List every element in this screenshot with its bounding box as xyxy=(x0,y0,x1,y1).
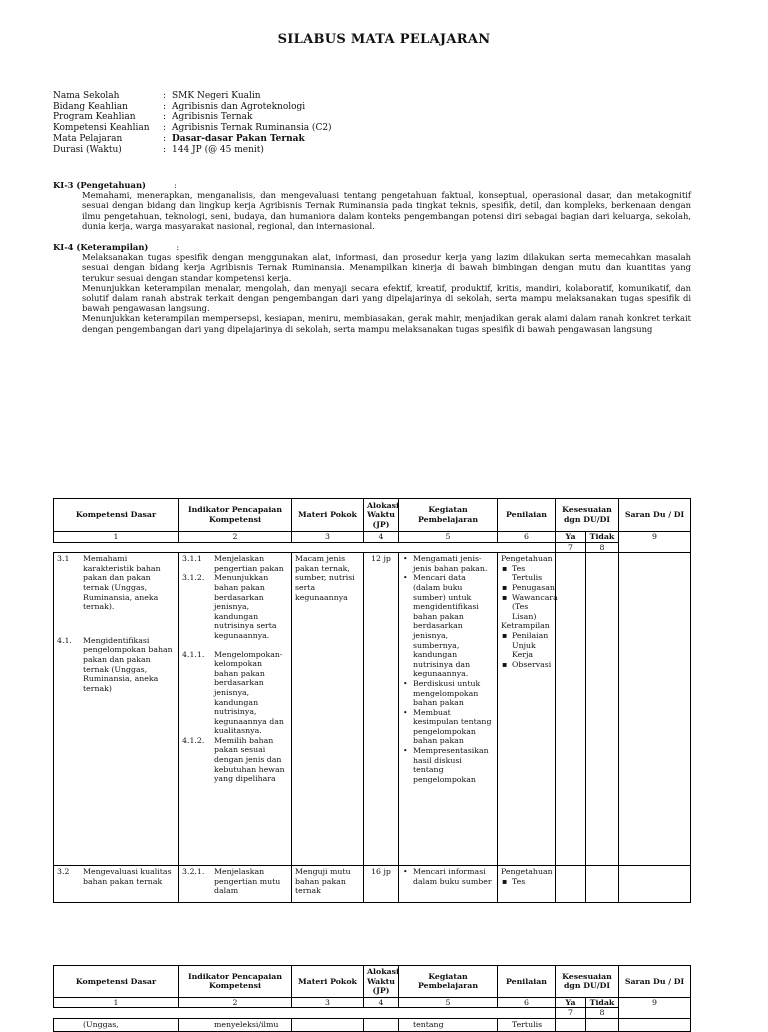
subheader-ya: Ya xyxy=(556,532,586,543)
col-number: 9 xyxy=(619,997,691,1018)
info-value: Agribisnis dan Agroteknologi xyxy=(172,101,306,112)
penilaian-item: ▪ Penilaian Unjuk Kerja xyxy=(501,631,552,660)
penilaian-label: Pengetahuan xyxy=(501,554,553,564)
header-penilaian: Penilaian xyxy=(498,966,556,998)
kd-text: Mengidentifikasi pengelompokan bahan pakan dan pakan ternak (Unggas, Ruminansia, aneka ternak) xyxy=(83,635,173,693)
kegiatan-item: • Membuat kesimpulan tentang pengelompokan bahan pakan xyxy=(402,708,494,746)
info-label: Durasi (Waktu) xyxy=(53,144,122,155)
info-colon: : xyxy=(163,101,167,112)
ind-cell xyxy=(179,1018,292,1031)
kd-number: 3.1 xyxy=(57,554,70,564)
col-number: 8 xyxy=(586,1008,619,1019)
ind-cell xyxy=(179,866,292,903)
col-number: 4 xyxy=(364,997,399,1008)
header-indikator: Indikator Pencapaian Kompetensi xyxy=(179,966,292,998)
info-row xyxy=(53,123,332,134)
kegiatan-item: • Mengamati jenis-jenis bahan pakan. xyxy=(402,554,494,573)
syllabus-table-continued xyxy=(53,965,691,1032)
document-title: SILABUS MATA PELAJARAN xyxy=(277,32,491,47)
info-value: Agribisnis Ternak Ruminansia (C2) xyxy=(172,123,332,134)
ki4-paragraph: Melaksanakan tugas spesifik dengan menggunakan alat, informasi, dan prosedur kerja yang lazim dilakukan serta memecahkan masalah sesuai dengan bidang kerja Agribisnis Ternak Ruminansia. Menampilkan kinerja di bawah bimbingan dengan mutu dan kuantitas yang terukur sesuai dengan standar kompetensi kerja. xyxy=(82,252,691,283)
kd-item xyxy=(57,554,175,612)
header-materi-pokok: Materi Pokok xyxy=(292,499,364,532)
penilaian-item: ▪ Tes xyxy=(501,877,552,887)
penilaian-cell xyxy=(498,866,556,903)
tidak-cell xyxy=(586,553,619,866)
penilaian-label: Ketrampilan xyxy=(501,621,550,631)
kegiatan-cell xyxy=(399,866,498,903)
header-kegiatan: Kegiatan Pembelajaran xyxy=(399,499,498,532)
info-value: Agribisnis Ternak xyxy=(172,112,253,123)
ki4-heading-label: KI-4 (Keterampilan) xyxy=(53,242,149,252)
ind-item xyxy=(182,867,288,896)
kd-text: Memahami karakteristik bahan pakan dan pakan ternak (Unggas, Ruminansia, aneka ternak). xyxy=(83,554,161,612)
header-kompetensi-dasar: Kompetensi Dasar xyxy=(54,966,179,998)
materi-cell xyxy=(292,1018,364,1031)
kegiatan-item: • Mempresentasikan hasil diskusi tentang pengelompokan xyxy=(402,746,494,784)
header-alokasi-waktu: Alokasi Waktu (JP) xyxy=(364,499,399,532)
penilaian-item: ▪ Wawancara (Tes Lisan) xyxy=(501,593,552,622)
penilaian-item: ▪ Tes Tertulis xyxy=(501,564,552,583)
col-number: 6 xyxy=(498,997,556,1008)
table-row xyxy=(54,553,691,866)
info-colon: : xyxy=(163,133,167,144)
penilaian-cell xyxy=(498,1018,556,1031)
tidak-cell xyxy=(586,1018,619,1031)
info-label: Kompetensi Keahlian xyxy=(53,123,150,134)
school-info-block xyxy=(53,91,332,155)
col-number: 1 xyxy=(54,997,179,1008)
ki3-colon: : xyxy=(174,180,177,190)
cut-text: menyeleksi/ilmu xyxy=(214,1019,279,1029)
ind-text: Memilih bahan pakan sesuai dengan jenis dan kebutuhan hewan yang dipelihara xyxy=(214,735,285,784)
ind-number: 4.1.1. xyxy=(182,649,205,659)
col-number: 3 xyxy=(292,997,364,1008)
penilaian-item: ▪ Observasi xyxy=(501,660,552,670)
kd-cell xyxy=(54,1018,179,1031)
ki3-heading xyxy=(53,180,691,190)
header-saran: Saran Du / DI xyxy=(619,499,691,532)
ind-number: 3.2.1. xyxy=(182,867,205,877)
ind-number: 4.1.2. xyxy=(182,735,205,745)
info-row xyxy=(53,134,332,145)
ind-item xyxy=(182,736,288,784)
ind-number: 3.1.1 xyxy=(182,554,202,564)
ki4-colon: : xyxy=(176,242,180,252)
tidak-cell xyxy=(586,866,619,903)
ind-cell xyxy=(179,553,292,866)
saran-cell xyxy=(619,866,691,903)
waktu-cell xyxy=(364,1018,399,1031)
header-kesesuaian: Kesesuaian dgn DU/DI xyxy=(556,499,619,532)
kegiatan-item: • Berdiskusi untuk mengelompokan bahan pakan xyxy=(402,679,494,708)
penilaian-cell xyxy=(498,553,556,866)
info-value: 144 JP (@ 45 menit) xyxy=(172,144,264,155)
ind-text: Menunjukkan bahan pakan berdasarkan jenisnya, kandungan nutrisinya serta kegunaannya. xyxy=(214,573,277,640)
kegiatan-cell xyxy=(399,1018,498,1031)
info-colon: : xyxy=(163,144,167,155)
kegiatan-item: • Mencari data (dalam buku sumber) untuk mengidentifikasi bahan pakan berdasarkan jenisnya, sumbernya, kandungan nutrisinya dan kegunaannya. xyxy=(402,573,494,679)
ind-text: Menjelaskan pengertian mutu dalam xyxy=(214,867,281,896)
header-kegiatan: Kegiatan Pembelajaran xyxy=(399,966,498,998)
kd-item xyxy=(57,636,175,694)
blank-cell xyxy=(54,1008,556,1019)
header-kompetensi-dasar: Kompetensi Dasar xyxy=(54,499,179,532)
ki3-paragraph: Memahami, menerapkan, menganalisis, dan mengevaluasi tentang pengetahuan faktual, konseptual, operasional dasar, dan metakognitif sesuai dengan bidang dan lingkup kerja Agribisnis Ternak Ruminansia pada tingkat teknis, spesifik, detil, dan kompleks, berkenaan dengan ilmu pengetahuan, teknologi, seni, budaya, dan humaniora dalam konteks pengembangan potensi diri sebagai bagian dari keluarga, sekolah, dunia kerja, warga masyarakat nasional, regional, dan internasional. xyxy=(82,190,691,231)
info-row xyxy=(53,102,332,113)
subheader-ya: Ya xyxy=(556,997,586,1008)
ya-cell xyxy=(556,866,586,903)
info-label: Mata Pelajaran xyxy=(53,133,123,144)
kd-number: 3.2 xyxy=(57,867,70,877)
ki4-section xyxy=(53,242,691,334)
header-penilaian: Penilaian xyxy=(498,499,556,532)
ind-number: 3.1.2. xyxy=(182,573,205,583)
col-number: 9 xyxy=(619,532,691,553)
col-number: 7 xyxy=(556,1008,586,1019)
col-number: 2 xyxy=(179,532,292,543)
ya-cell xyxy=(556,1018,586,1031)
info-colon: : xyxy=(163,91,167,101)
col-number: 3 xyxy=(292,532,364,543)
info-value: SMK Negeri Kualin xyxy=(172,91,261,101)
ki4-body xyxy=(82,252,691,334)
ki3-body xyxy=(82,190,691,231)
kd-cell xyxy=(54,866,179,903)
subheader-tidak: Tidak xyxy=(586,532,619,543)
kd-item xyxy=(57,867,175,886)
ya-cell xyxy=(556,553,586,866)
info-label: Nama Sekolah xyxy=(53,91,120,101)
ind-item xyxy=(182,554,288,573)
waktu-cell: 12 jp xyxy=(364,553,399,866)
info-label: Bidang Keahlian xyxy=(53,101,128,112)
kegiatan-cell xyxy=(399,553,498,866)
subheader-tidak: Tidak xyxy=(586,997,619,1008)
kegiatan-item: • Mencari informasi dalam buku sumber xyxy=(402,867,494,886)
col-number: 7 xyxy=(556,542,586,553)
header-materi-pokok: Materi Pokok xyxy=(292,966,364,998)
ind-item xyxy=(182,650,288,736)
ind-text: Mengelompokan-kelompokan bahan pakan berdasarkan jenisnya, kandungan nutrisinya, kegunaannya dan kualitasnya. xyxy=(214,649,284,736)
col-number: 5 xyxy=(399,997,498,1008)
blank-cell xyxy=(54,542,556,553)
kd-text: Mengevaluasi kualitas bahan pakan ternak xyxy=(83,867,172,886)
info-colon: : xyxy=(163,112,167,123)
cut-text: tentang xyxy=(413,1019,444,1029)
col-number: 1 xyxy=(54,532,179,543)
header-alokasi-waktu: Alokasi Waktu (JP) xyxy=(364,966,399,998)
header-kesesuaian: Kesesuaian dgn DU/DI xyxy=(556,966,619,998)
penilaian-item: ▪ Penugasan xyxy=(501,583,552,593)
ki4-paragraph: Menunjukkan keterampilan mempersepsi, kesiapan, meniru, membiasakan, gerak mahir, menjadikan gerak alami dalam ranah konkret terkait dengan pengembangan dari yang dipelajarinya di sekolah, serta mampu melaksanakan tugas spesifik di bawah pengawasan langsung xyxy=(82,313,691,334)
ind-item xyxy=(182,573,288,640)
waktu-cell: 16 jp xyxy=(364,866,399,903)
header-saran: Saran Du / DI xyxy=(619,966,691,998)
kd-cell xyxy=(54,553,179,866)
col-number: 8 xyxy=(586,542,619,553)
penilaian-label: Pengetahuan xyxy=(501,867,553,877)
info-row xyxy=(53,112,332,123)
info-row xyxy=(53,145,332,156)
saran-cell xyxy=(619,1018,691,1031)
info-label: Program Keahlian xyxy=(53,112,136,123)
materi-cell: Menguji mutu bahan pakan ternak xyxy=(292,866,364,903)
materi-cell: Macam jenis pakan ternak, sumber, nutrisi serta kegunaannya xyxy=(292,553,364,866)
ki4-paragraph: Menunjukkan keterampilan menalar, mengolah, dan menyaji secara efektif, kreatif, produktif, kritis, mandiri, kolaboratif, komunikatif, dan solutif dalam ranah abstrak terkait dengan pengembangan dari yang dipelajarinya di sekolah, serta mampu melaksanakan tugas spesifik di bawah pengawasan langsung. xyxy=(82,282,691,314)
table-row xyxy=(54,866,691,903)
cut-text: Tertulis xyxy=(512,1019,543,1029)
ind-text: Menjelaskan pengertian pakan xyxy=(214,554,284,573)
kd-number: 4.1. xyxy=(57,635,72,645)
syllabus-table xyxy=(53,498,691,903)
col-number: 5 xyxy=(399,532,498,543)
ki3-section xyxy=(53,180,691,231)
saran-cell xyxy=(619,553,691,866)
cut-text: (Unggas, xyxy=(83,1019,119,1029)
col-number: 6 xyxy=(498,532,556,543)
ki3-heading-label: KI-3 (Pengetahuan) xyxy=(53,180,147,190)
ki4-heading xyxy=(53,242,691,252)
table-row xyxy=(54,1018,691,1031)
col-number: 4 xyxy=(364,532,399,543)
info-row xyxy=(53,91,332,102)
col-number: 2 xyxy=(179,997,292,1008)
info-colon: : xyxy=(163,123,167,134)
info-value: Dasar-dasar Pakan Ternak xyxy=(172,133,305,144)
header-indikator: Indikator Pencapaian Kompetensi xyxy=(179,499,292,532)
